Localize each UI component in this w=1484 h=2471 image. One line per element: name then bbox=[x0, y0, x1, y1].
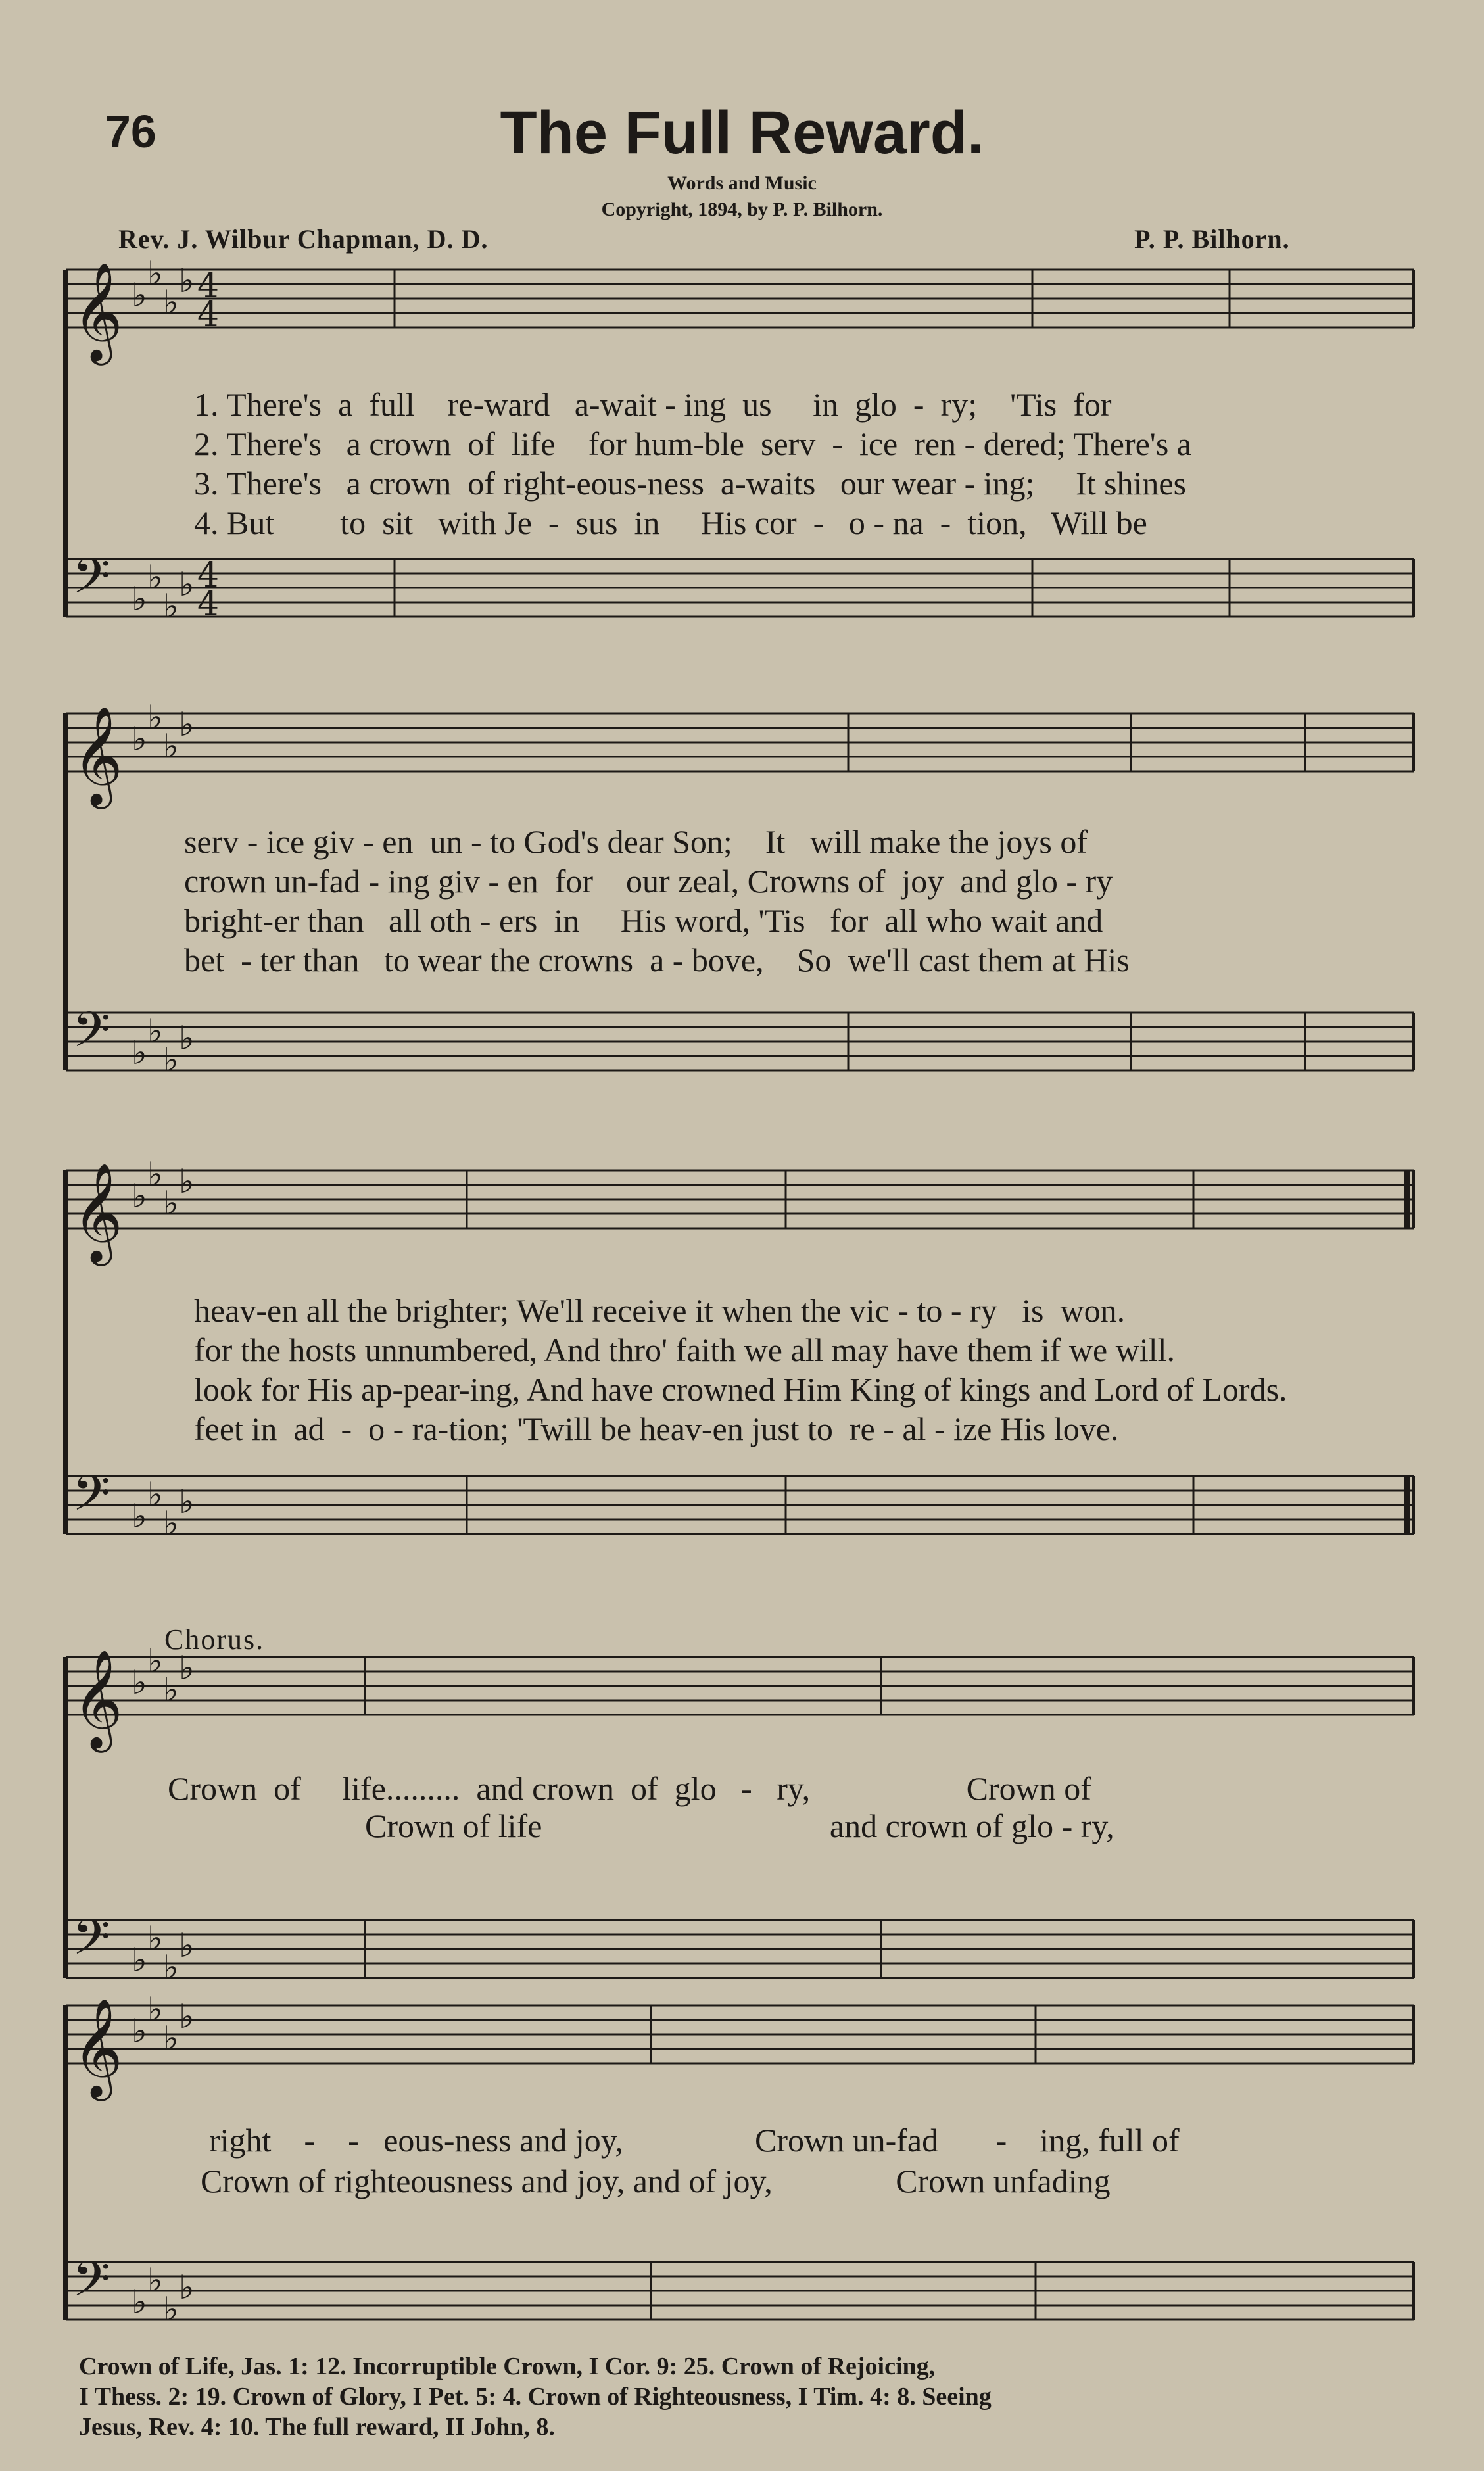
svg-text:4: 4 bbox=[197, 266, 220, 306]
svg-text:♭: ♭ bbox=[132, 2283, 147, 2321]
lyric-line-3-1: heav-en all the brighter; We'll receive it when the vic - to - ry is won. bbox=[194, 1292, 1126, 1329]
svg-text:♭: ♭ bbox=[147, 1919, 163, 1957]
svg-text:♭: ♭ bbox=[147, 558, 163, 596]
svg-text:♭: ♭ bbox=[163, 1671, 179, 1709]
svg-text:♭: ♭ bbox=[179, 1998, 195, 2036]
reference-line: Jesus, Rev. 4: 10. The full reward, II John, 8. bbox=[79, 2413, 555, 2441]
svg-text:♭: ♭ bbox=[179, 565, 195, 604]
svg-text:♭: ♭ bbox=[132, 2012, 147, 2050]
reference-line: I Thess. 2: 19. Crown of Glory, I Pet. 5: 4. Crown of Righteousness, I Tim. 4: 8. Seeing bbox=[79, 2383, 992, 2411]
svg-text:4: 4 bbox=[197, 295, 220, 335]
svg-text:♭: ♭ bbox=[147, 1012, 163, 1050]
svg-text:4: 4 bbox=[197, 556, 220, 595]
lyric-line-2-4: bet - ter than to wear the crowns a - bove, So we'll cast them at His bbox=[184, 942, 1130, 978]
svg-text:♭: ♭ bbox=[179, 706, 195, 744]
lyricist-credit: Rev. J. Wilbur Chapman, D. D. bbox=[118, 224, 489, 254]
chorus-label: Chorus. bbox=[164, 1623, 265, 1656]
svg-text:♭: ♭ bbox=[147, 2261, 163, 2299]
composer-credit: P. P. Bilhorn. bbox=[1134, 224, 1290, 254]
lyric-line-3-3: look for His ap-pear-ing, And have crowned Him King of kings and Lord of Lords. bbox=[194, 1371, 1287, 1408]
lyric-line-1-2: 2. There's a crown of life for hum-ble serv - ice ren - dered; There's a bbox=[194, 425, 1191, 462]
svg-text:♭: ♭ bbox=[147, 1155, 163, 1193]
svg-text:♭: ♭ bbox=[163, 1041, 179, 1079]
words-and-music-label: Words and Music bbox=[667, 172, 817, 194]
svg-text:♭: ♭ bbox=[132, 276, 147, 314]
lyric-line-2-3: bright-er than all oth - ers in His word, 'Tis for all who wait and bbox=[184, 902, 1103, 939]
svg-text:♭: ♭ bbox=[179, 1019, 195, 1057]
chorus-lyric-line-2: Crown of life and crown of glo - ry, bbox=[168, 1808, 1114, 1844]
lyric-line-2-2: crown un-fad - ing giv - en for our zeal, Crowns of joy and glo - ry bbox=[184, 863, 1113, 900]
svg-text:♭: ♭ bbox=[179, 1483, 195, 1521]
svg-text:𝄢: 𝄢 bbox=[72, 548, 110, 617]
svg-text:𝄞: 𝄞 bbox=[72, 1162, 123, 1262]
svg-text:𝄞: 𝄞 bbox=[72, 1648, 123, 1748]
lyric-line-2-1: serv - ice giv - en un - to God's dear Son; It will make the joys of bbox=[184, 823, 1088, 860]
svg-text:♭: ♭ bbox=[163, 2290, 179, 2328]
svg-text:𝄞: 𝄞 bbox=[72, 705, 123, 805]
svg-text:♭: ♭ bbox=[132, 1497, 147, 1535]
lyric-line-1-3: 3. There's a crown of right-eous-ness a-waits our wear - ing; It shines bbox=[194, 465, 1187, 502]
svg-text:♭: ♭ bbox=[132, 720, 147, 758]
svg-text:♭: ♭ bbox=[132, 580, 147, 618]
svg-text:♭: ♭ bbox=[179, 1927, 195, 1965]
reference-line: Crown of Life, Jas. 1: 12. Incorruptible Crown, I Cor. 9: 25. Crown of Rejoicing, bbox=[79, 2353, 936, 2380]
svg-text:𝄢: 𝄢 bbox=[72, 1001, 110, 1070]
svg-text:♭: ♭ bbox=[179, 1649, 195, 1687]
svg-text:♭: ♭ bbox=[147, 1990, 163, 2028]
svg-text:♭: ♭ bbox=[163, 2019, 179, 2057]
lyric-line-3-2: for the hosts unnumbered, And thro' faith we all may have them if we will. bbox=[194, 1331, 1175, 1368]
svg-text:♭: ♭ bbox=[147, 1642, 163, 1680]
svg-text:♭: ♭ bbox=[132, 1034, 147, 1072]
svg-text:♭: ♭ bbox=[147, 698, 163, 736]
svg-text:♭: ♭ bbox=[163, 1504, 179, 1543]
svg-text:♭: ♭ bbox=[163, 727, 179, 765]
svg-text:𝄞: 𝄞 bbox=[72, 261, 123, 361]
svg-text:♭: ♭ bbox=[163, 283, 179, 322]
copyright-line: Copyright, 1894, by P. P. Bilhorn. bbox=[601, 199, 883, 220]
svg-text:♭: ♭ bbox=[179, 1163, 195, 1201]
lyric-line-1-1: 1. There's a full re-ward a-wait - ing us in glo - ry; 'Tis for bbox=[194, 386, 1112, 423]
svg-text:♭: ♭ bbox=[163, 1948, 179, 1986]
svg-text:𝄢: 𝄢 bbox=[72, 1909, 110, 1978]
scripture-references bbox=[79, 2351, 1420, 2442]
svg-text:♭: ♭ bbox=[147, 254, 163, 293]
lyric-line-1-4: 4. But to sit with Je - sus in His cor - o - na - tion, Will be bbox=[194, 504, 1147, 541]
chorus-lyric-line-1: Crown of life......... and crown of glo - ry, Crown of bbox=[168, 1770, 1091, 1807]
svg-text:♭: ♭ bbox=[132, 1664, 147, 1702]
lyric-line-5-1: right - - eous-ness and joy, Crown un-fad - ing, full of bbox=[209, 2122, 1180, 2159]
svg-text:♭: ♭ bbox=[179, 262, 195, 300]
svg-text:4: 4 bbox=[197, 585, 220, 624]
svg-text:♭: ♭ bbox=[163, 1184, 179, 1222]
svg-text:𝄢: 𝄢 bbox=[72, 2251, 110, 2320]
hymn-title: The Full Reward. bbox=[500, 99, 984, 166]
svg-text:♭: ♭ bbox=[179, 2268, 195, 2307]
svg-text:♭: ♭ bbox=[163, 587, 179, 625]
svg-text:♭: ♭ bbox=[132, 1177, 147, 1215]
svg-text:♭: ♭ bbox=[132, 1941, 147, 1979]
svg-text:♭: ♭ bbox=[147, 1475, 163, 1514]
lyric-line-5-2: Crown of righteousness and joy, and of joy, Crown unfading bbox=[201, 2163, 1111, 2199]
svg-text:𝄢: 𝄢 bbox=[72, 1465, 110, 1534]
lyric-line-3-4: feet in ad - o - ra-tion; 'Twill be heav-en just to re - al - ize His love. bbox=[194, 1410, 1119, 1447]
svg-text:𝄞: 𝄞 bbox=[72, 1997, 123, 2097]
hymn-number: 76 bbox=[105, 106, 156, 157]
